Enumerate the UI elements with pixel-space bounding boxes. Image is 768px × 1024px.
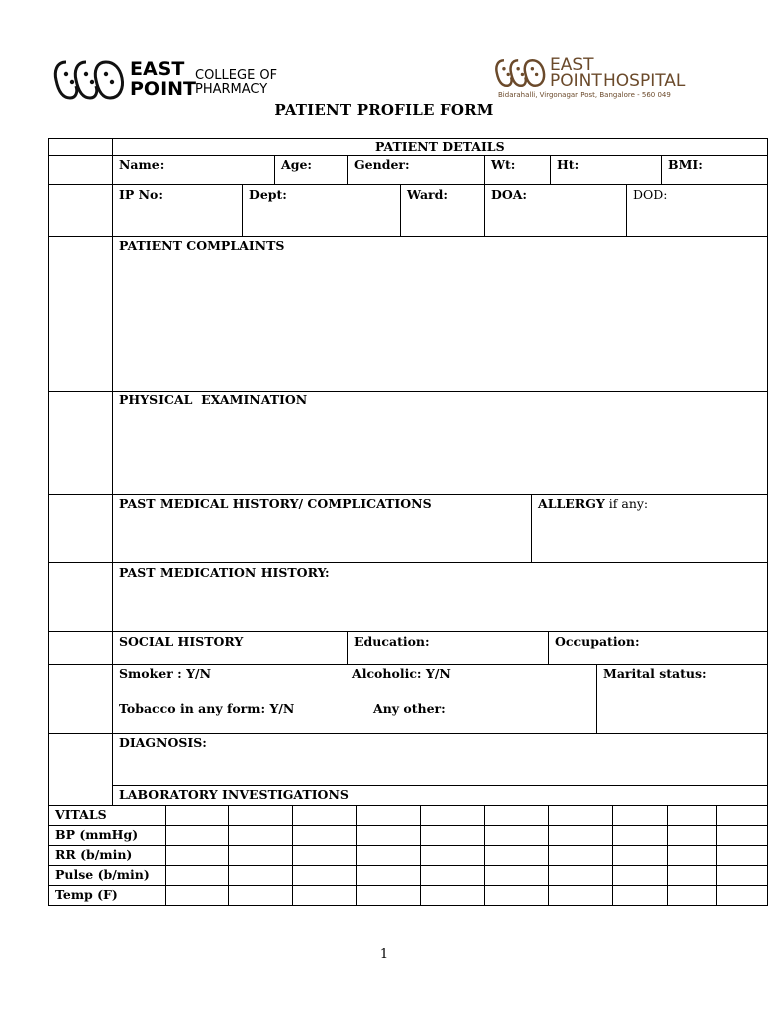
allergy-label — [538, 497, 648, 511]
bmi-label: BMI: — [668, 157, 703, 172]
patient-complaints-heading: PATIENT COMPLAINTS — [119, 238, 285, 253]
wt-label: Wt: — [491, 157, 516, 172]
hospital-address: Bidarahalli, Virgonagar Post, Bangalore - 560 049 — [498, 91, 671, 99]
physical-examination-heading: PHYSICAL EXAMINATION — [119, 392, 308, 407]
diagnosis-label: DIAGNOSIS: — [119, 735, 207, 750]
any-other-label: Any other: — [373, 701, 446, 716]
name-label: Name: — [119, 157, 165, 172]
hospital-logo-mark-icon — [494, 56, 548, 90]
laboratory-investigations-heading: LABORATORY INVESTIGATIONS — [119, 787, 349, 802]
college-logo-sub1: COLLEGE OF — [195, 68, 278, 83]
occupation-label: Occupation: — [555, 634, 640, 649]
education-label: Education: — [354, 634, 430, 649]
hospital-logo-east: EAST — [550, 55, 594, 75]
alcoholic-label: Alcoholic: Y/N — [352, 666, 451, 681]
college-logo — [52, 56, 282, 104]
college-logo-mark-icon — [52, 58, 128, 102]
dod-label: DOD: — [633, 187, 668, 202]
social-history-heading: SOCIAL HISTORY — [119, 634, 244, 649]
smoker-label: Smoker : Y/N — [119, 666, 212, 681]
past-medical-history-heading: PAST MEDICAL HISTORY/ COMPLICATIONS — [119, 496, 432, 511]
age-label: Age: — [281, 157, 313, 172]
patient-details-heading: PATIENT DETAILS — [375, 139, 505, 154]
vitals-row-pulse: Pulse (b/min) — [55, 867, 150, 882]
marital-status-label: Marital status: — [603, 666, 707, 681]
hospital-logo-point: POINT — [550, 71, 602, 91]
college-logo-sub2: PHARMACY — [195, 82, 268, 97]
dept-label: Dept: — [249, 187, 287, 202]
tobacco-label: Tobacco in any form: Y/N — [119, 701, 295, 716]
ip-no-label: IP No: — [119, 187, 163, 202]
ward-label: Ward: — [407, 187, 448, 202]
page-title: PATIENT PROFILE FORM — [274, 101, 494, 119]
vitals-row-rr: RR (b/min) — [55, 847, 133, 862]
past-medication-history-heading: PAST MEDICATION HISTORY: — [119, 565, 330, 580]
college-logo-point: POINT — [130, 78, 197, 100]
vitals-row-bp: BP (mmHg) — [55, 827, 139, 842]
hospital-logo-sub: HOSPITAL — [603, 71, 686, 91]
ht-label: Ht: — [557, 157, 580, 172]
college-logo-east: EAST — [130, 58, 185, 80]
gender-label: Gender: — [354, 157, 410, 172]
vitals-row-temp: Temp (F) — [55, 887, 118, 902]
hospital-logo — [492, 54, 692, 104]
allergy-label-rest: if any: — [604, 496, 649, 511]
page-number: 1 — [379, 947, 389, 962]
vitals-heading: VITALS — [55, 807, 107, 822]
allergy-label-bold: ALLERGY — [538, 496, 605, 511]
doa-label: DOA: — [491, 187, 528, 202]
